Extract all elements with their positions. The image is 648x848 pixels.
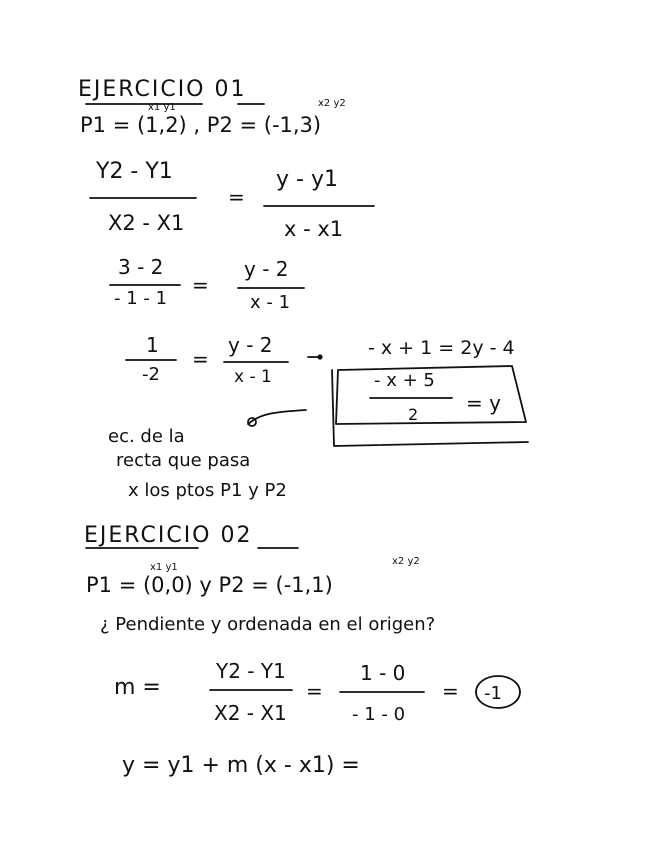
simplified-denominator-right: x - 1 bbox=[234, 367, 272, 387]
p1-coordinate-labels: x1 y1 bbox=[148, 102, 176, 113]
substitution-numerator-right: y - 2 bbox=[244, 257, 289, 281]
note-line-2: recta que pasa bbox=[116, 450, 251, 471]
ex2-p2-coordinate-labels: x2 y2 bbox=[392, 556, 420, 567]
slope-m-denominator: X2 - X1 bbox=[214, 701, 287, 725]
slope-formula-denominator-left: X2 - X1 bbox=[108, 211, 185, 235]
slope-m-label: m = bbox=[114, 675, 161, 700]
slope-formula-numerator-right: y - y1 bbox=[276, 167, 338, 192]
exercise-1-points: P1 = (1,2) , P2 = (-1,3) bbox=[80, 113, 322, 137]
substitution-numerator-left: 3 - 2 bbox=[118, 255, 164, 279]
simplified-numerator-right: y - 2 bbox=[228, 333, 273, 357]
exercise-2-points: P1 = (0,0) y P2 = (-1,1) bbox=[86, 573, 333, 597]
slope-m-denominator-values: - 1 - 0 bbox=[352, 704, 406, 725]
note-line-3: x los ptos P1 y P2 bbox=[128, 480, 287, 501]
note-line-1: ec. de la bbox=[108, 426, 185, 447]
slope-m-equals-1: = bbox=[306, 679, 323, 703]
boxed-result-denominator: 2 bbox=[408, 405, 419, 424]
slope-m-numerator: Y2 - Y1 bbox=[216, 659, 286, 683]
p2-coordinate-labels: x2 y2 bbox=[318, 98, 346, 109]
exercise-1-title: EJERCICIO 01 bbox=[78, 77, 247, 102]
exercise-2-title: EJERCICIO 02 bbox=[84, 523, 253, 548]
slope-m-numerator-values: 1 - 0 bbox=[360, 661, 406, 685]
slope-formula-denominator-right: x - x1 bbox=[284, 217, 344, 241]
slope-m-equals-2: = bbox=[442, 679, 459, 703]
slope-result: -1 bbox=[484, 683, 502, 704]
slope-formula-equals: = bbox=[228, 185, 245, 209]
arrow-head-dot bbox=[317, 354, 322, 359]
exercise-2-question: ¿ Pendiente y ordenada en el origen? bbox=[100, 614, 436, 635]
slope-formula-numerator-left: Y2 - Y1 bbox=[96, 159, 173, 184]
point-slope-equation: y = y1 + m (x - x1) = bbox=[122, 753, 360, 778]
simplified-equals: = bbox=[192, 347, 209, 371]
simplified-numerator-left: 1 bbox=[146, 333, 159, 357]
simplified-denominator-left: -2 bbox=[142, 364, 160, 385]
boxed-result-numerator: - x + 5 bbox=[374, 370, 435, 391]
expanded-equation: - x + 1 = 2y - 4 bbox=[368, 337, 515, 359]
substitution-equals: = bbox=[192, 273, 209, 297]
substitution-denominator-left: - 1 - 1 bbox=[114, 288, 168, 309]
substitution-denominator-right: x - 1 bbox=[250, 292, 291, 313]
ex2-p1-coordinate-labels: x1 y1 bbox=[150, 562, 178, 573]
boxed-result-rhs: = y bbox=[466, 391, 501, 415]
